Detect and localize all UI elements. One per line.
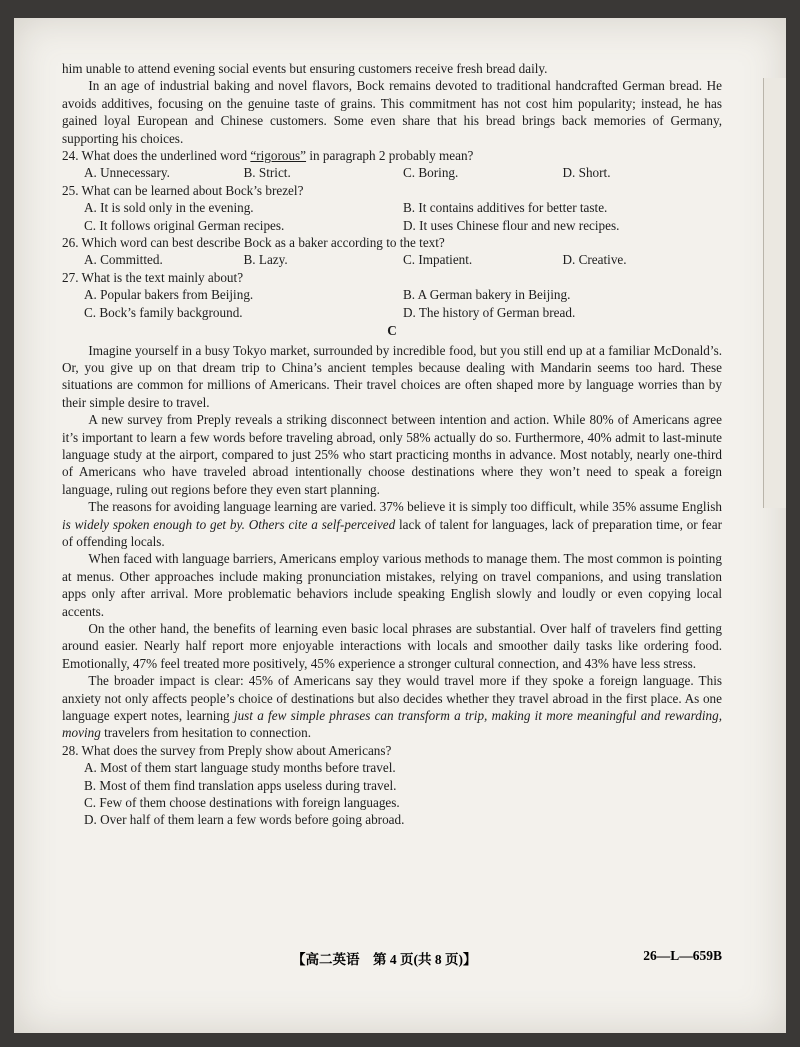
question-stem: 24. What does the underlined word “rigorous” in paragraph 2 probably mean? xyxy=(62,148,474,164)
option-c: C. Impatient. xyxy=(403,252,473,268)
option-a: A. Committed. xyxy=(84,252,163,268)
option-d: D. Over half of them learn a few words before going abroad. xyxy=(84,812,405,828)
option-a: A. It is sold only in the evening. xyxy=(84,200,254,216)
question-24 xyxy=(62,147,722,182)
underlined-word: “rigorous” xyxy=(250,148,307,164)
options-row xyxy=(62,251,722,268)
option-a: A. Popular bakers from Beijing. xyxy=(84,287,254,303)
option-d: D. It uses Chinese flour and new recipes. xyxy=(403,217,620,233)
question-stem: 26. Which word can best describe Bock as a baker according to the text? xyxy=(62,235,445,251)
options-row xyxy=(62,199,722,216)
option-b: B. Strict. xyxy=(243,165,291,181)
passage-c-paragraph-3: The reasons for avoiding language learning are varied. 37% believe it is simply too difficult, while 35% assume English is widely spoken enough to get by. Others cite a self-perceived lack of talent for languages, lack of preparation time, or fear of offending locals. xyxy=(62,499,722,549)
section-heading-c: C xyxy=(387,323,397,339)
option-d: D. Creative. xyxy=(562,252,627,268)
footer-code: 26—L—659B xyxy=(643,948,722,963)
italic-text: just a few simple phrases can transform a trip, making it more meaningful and rewarding, moving xyxy=(62,708,723,741)
option-a: A. Most of them start language study months before travel. xyxy=(84,760,396,776)
option-b: B. Most of them find translation apps useless during travel. xyxy=(84,777,397,793)
option-c: C. Bock’s family background. xyxy=(84,304,243,320)
passage-c-paragraph-5: On the other hand, the benefits of learning even basic local phrases are substantial. Over half of travelers find getting around easier. Nearly half report more enjoyable interactions with locals and smoother daily tasks like ordering food. Emotionally, 47% feel treated more positively, 45% experience a stronger cultural connection, and 43% have less stress. xyxy=(62,621,722,671)
options-row xyxy=(62,304,722,321)
exam-page xyxy=(14,18,786,1033)
passage-b-paragraph-end: him unable to attend evening social events but ensuring customers receive fresh bread daily. xyxy=(62,61,548,76)
question-28 xyxy=(62,742,722,829)
option-d: D. Short. xyxy=(562,165,611,181)
options-row xyxy=(62,286,722,303)
passage-c-paragraph-1: Imagine yourself in a busy Tokyo market, surrounded by incredible food, but you still end up at a familiar McDonald’s. Or, you give up on that dream trip to China’s ancient temples because dealing with Mandarin seems too hard. These situations are common for millions of Americans. Their travel choices are often shaped more by language worries than by their simple desire to travel. xyxy=(62,342,722,410)
question-25 xyxy=(62,182,722,234)
options-list xyxy=(62,759,722,829)
options-row xyxy=(62,217,722,234)
passage-c-paragraph-4: When faced with language barriers, Americans employ various methods to manage them. The most common is pointing at menus. Other approaches include making pronunciation mistakes, relying on travel companions, and using translation apps only after arrival. More problematic behaviors include speaking English slowly and loudly or even copying local accents. xyxy=(62,551,722,619)
option-b: B. Lazy. xyxy=(243,252,288,268)
footer-page-info: 【高二英语 第 4 页(共 8 页)】 xyxy=(292,952,477,967)
option-d: D. The history of German bread. xyxy=(403,304,576,320)
page-edge-strip xyxy=(763,78,786,508)
italic-text: is widely spoken enough to get by. Others cite a self-perceived xyxy=(62,516,396,532)
option-a: A. Unnecessary. xyxy=(84,165,170,181)
option-b: B. It contains additives for better taste. xyxy=(403,200,608,216)
option-c: C. Boring. xyxy=(403,165,459,181)
page-footer xyxy=(62,948,722,968)
question-stem: 27. What is the text mainly about? xyxy=(62,269,244,285)
passage-c-paragraph-6: The broader impact is clear: 45% of Americans say they would travel more if they spoke a foreign language. This anxiety not only affects people’s choice of destinations but also decides whether they travel abroad in the first place. As one language expert notes, learning just a few simple phrases can transform a trip, making it more meaningful and rewarding, moving travelers from hesitation to connection. xyxy=(62,673,723,741)
options-row xyxy=(62,164,722,181)
question-27 xyxy=(62,269,722,321)
option-c: C. It follows original German recipes. xyxy=(84,217,285,233)
option-c: C. Few of them choose destinations with foreign languages. xyxy=(84,795,400,811)
question-26 xyxy=(62,234,722,269)
option-b: B. A German bakery in Beijing. xyxy=(403,287,571,303)
page-content xyxy=(62,60,722,829)
question-stem: 28. What does the survey from Preply show about Americans? xyxy=(62,742,392,758)
passage-b-paragraph: In an age of industrial baking and novel flavors, Bock remains devoted to traditional handcrafted German bread. He avoids additives, focusing on the genuine taste of grains. This commitment has not cost him popularity; instead, he has gained loyal European and Chinese customers. Some even share that his bread brings back memories of Germany, supporting his choices. xyxy=(62,78,722,146)
passage-c-paragraph-2: A new survey from Preply reveals a striking disconnect between intention and action. While 80% of Americans agree it’s important to learn a few words before traveling abroad, only 58% actually do so. Furthermore, 40% admit to last-minute language study at the airport, compared to just 25% who start practicing months in advance. Most notably, nearly one-third of Americans who have traveled abroad intentionally choose destinations where they won’t need to speak a foreign language, ruling out regions before they even start planning. xyxy=(62,412,722,497)
question-stem: 25. What can be learned about Bock’s brezel? xyxy=(62,182,304,198)
